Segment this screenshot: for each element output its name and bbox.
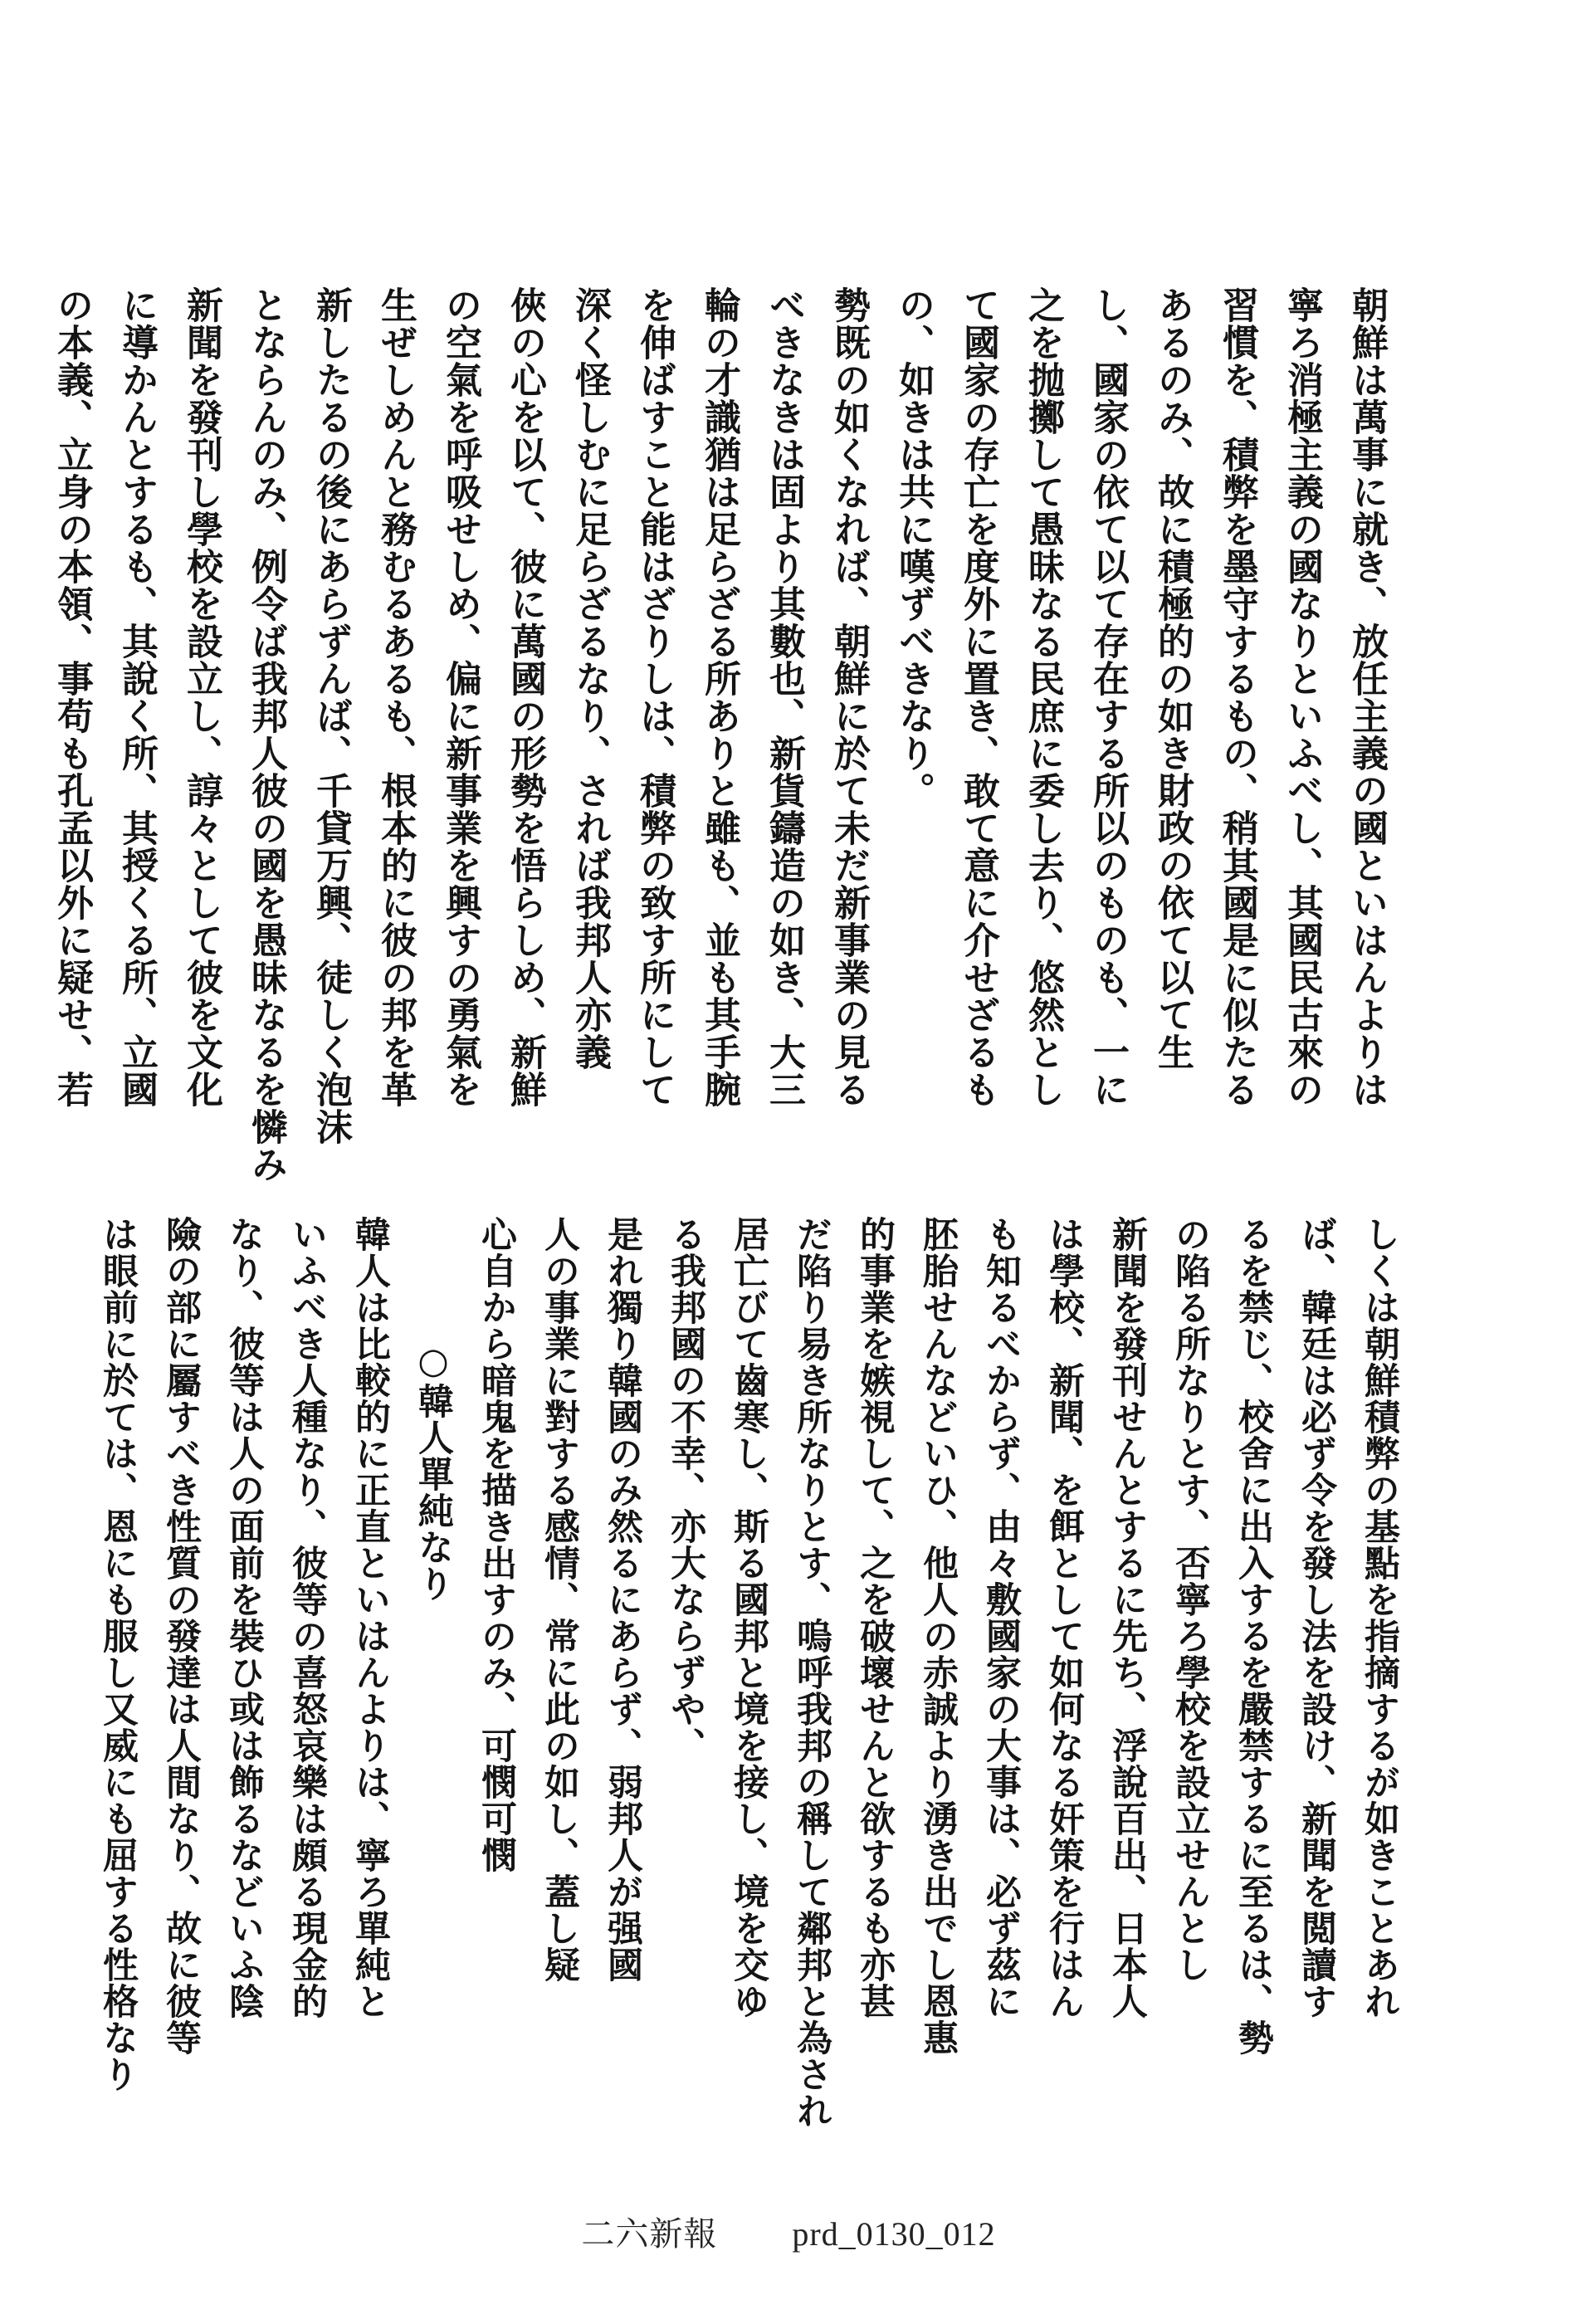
text-line: 韓人は比較的に正直といはんよりは、寧ろ單純と (349, 1216, 391, 2019)
text-line: の、如きは共に嘆ずべきなり。 (892, 286, 935, 809)
text-line: は學校、新聞、を餌として如何なる奸策を行はん (1043, 1216, 1085, 2019)
text-line: 新したるの後にあらずんば、千貸万興、徒しく泡沫 (310, 286, 352, 1145)
text-line: る我邦國の不幸、亦大ならずや、 (665, 1216, 706, 1764)
lower-text-block (86, 1216, 1411, 2129)
upper-text-block (39, 286, 1399, 1208)
text-line: 生ぜしめんと務むるあるも、根本的に彼の邦を革 (374, 286, 417, 1108)
text-line: の空氣を呼吸せしめ、偏に新事業を興すの勇氣を (439, 286, 481, 1108)
text-line: 習慣を、積弊を墨守するもの、稍其國是に似たる (1216, 286, 1258, 1108)
text-line: に導かんとするも、其說く所、其授くる所、立國 (115, 286, 158, 1108)
text-line: だ陷り易き所なりとす、嗚呼我邦の稱して鄰邦と為され (791, 1216, 832, 2129)
text-line: は眼前に於ては、恩にも服し又威にも屈する性格なり (97, 1216, 139, 2092)
text-line: べきなきは固より其數也、新貨鑄造の如き、大三 (763, 286, 805, 1108)
page-caption (0, 2208, 1577, 2255)
text-line: 人の事業に對する感情、常に此の如し、蓋し疑 (539, 1216, 580, 1983)
text-line: 胚胎せんなどいひ、他人の赤誠より湧き出でし恩惠 (917, 1216, 959, 2056)
text-line: を伸ばすこと能はざりしは、積弊の致す所にして (633, 286, 676, 1108)
text-line: しくは朝鮮積弊の基點を指摘するが如きことあれ (1359, 1216, 1400, 2019)
text-line: ○韓人單純なり (413, 1340, 454, 1602)
text-line: 的事業を嫉視して、之を破壞せんと欲するも亦甚 (854, 1216, 896, 2019)
text-line: 之を抛擲して愚昧なる民庶に委し去り、悠然とし (1022, 286, 1064, 1108)
text-line: も知るべからず、由々敷國家の大事は、必ず茲に (980, 1216, 1022, 2019)
text-line: 俠の心を以て、彼に萬國の形勢を悟らしめ、新鮮 (504, 286, 546, 1108)
text-line: あるのみ、故に積極的の如き財政の依て以て生 (1151, 286, 1194, 1071)
text-line: の陷る所なりとす、否寧ろ學校を設立せんとし (1169, 1216, 1211, 1983)
text-line: いふべき人種なり、彼等の喜怒哀樂は頗る現金的 (286, 1216, 328, 2019)
text-line: 是れ獨り韓國のみ然るにあらず、弱邦人が强國 (602, 1216, 643, 1983)
text-line: 朝鮮は萬事に就き、放任主義の國といはんよりは (1345, 286, 1388, 1108)
text-line: 寧ろ消極主義の國なりといふべし、其國民古來の (1281, 286, 1323, 1108)
text-line: て國家の存亡を度外に置き、敢て意に介せざるも (957, 286, 999, 1108)
text-line: 勢既の如くなれば、朝鮮に於て未だ新事業の見る (828, 286, 870, 1108)
text-line: なり、彼等は人の面前を裝ひ或は飾るなどいふ陰 (223, 1216, 265, 2019)
text-line: 輪の才識猶は足らざる所ありと雖も、並も其手腕 (698, 286, 740, 1108)
document-id: prd_0130_012 (792, 2215, 996, 2253)
newspaper-name: 二六新報 (581, 2215, 718, 2253)
text-line: 居亡びて齒寒し、斯る國邦と境を接し、境を交ゆ (728, 1216, 769, 2019)
text-line: とならんのみ、例令ば我邦人彼の國を愚昧なるを憐み (245, 286, 287, 1183)
text-line: るを禁じ、校舍に出入するを嚴禁するに至るは、勢 (1233, 1216, 1274, 2056)
text-line: の本義、立身の本領、事苟も孔孟以外に疑せ、若 (51, 286, 93, 1108)
text-line: 新聞を發刊し學校を設立し、諄々として彼を文化 (180, 286, 222, 1108)
text-line: ば、韓廷は必ず令を發し法を設け、新聞を閲讀す (1296, 1216, 1337, 2019)
text-line: 深く怪しむに足らざるなり、されば我邦人亦義 (569, 286, 611, 1071)
text-line: 心自から暗鬼を描き出すのみ、可憫可憫 (476, 1216, 517, 1873)
text-line: 新聞を發刊せんとするに先ち、浮說百出、日本人 (1106, 1216, 1148, 2019)
text-line: 險の部に屬すべき性質の發達は人間なり、故に彼等 (160, 1216, 202, 2056)
text-line: し、國家の依て以て存在する所以のものも、一に (1086, 286, 1129, 1108)
